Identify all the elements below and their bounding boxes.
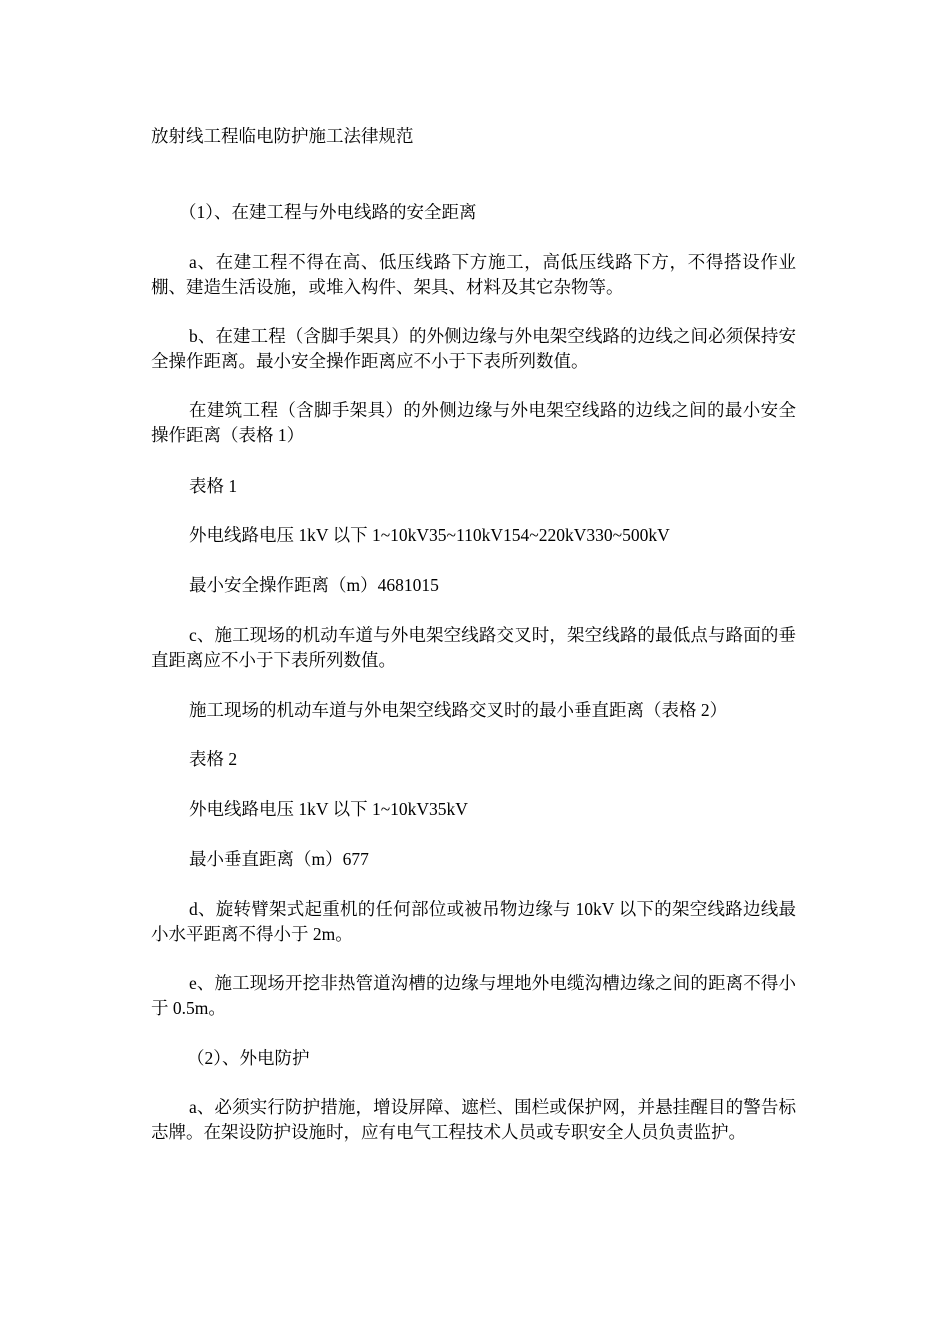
paragraph-e: e、施工现场开挖非热管道沟槽的边缘与埋地外电缆沟槽边缘之间的距离不得小于 0.5m。 [151, 973, 796, 1018]
table-2-caption: 施工现场的机动车道与外电架空线路交叉时的最小垂直距离（表格 2） [189, 700, 728, 720]
table-1-distance-row: 最小安全操作距离（m）4681015 [189, 575, 439, 595]
section-2-heading: （2）、外电防护 [187, 1048, 310, 1068]
paragraph-2a: a、必须实行防护措施，增设屏障、遮栏、围栏或保护网，并悬挂醒目的警告标志牌。在架设防护设施时，应有电气工程技术人员或专职安全人员负责监护。 [151, 1097, 796, 1142]
table-2-distance-row: 最小垂直距离（m）677 [189, 849, 369, 869]
paragraph-b: b、在建工程（含脚手架具）的外侧边缘与外电架空线路的边线之间必须保持安全操作距离。最小安全操作距离应不小于下表所列数值。 [151, 326, 796, 371]
paragraph-d: d、旋转臂架式起重机的任何部位或被吊物边缘与 10kV 以下的架空线路边线最小水平距离不得小于 2m。 [151, 899, 796, 944]
paragraph-a: a、在建工程不得在高、低压线路下方施工，高低压线路下方，不得搭设作业棚、建造生活设施，或堆入构件、架具、材料及其它杂物等。 [151, 252, 796, 297]
paragraph-c: c、施工现场的机动车道与外电架空线路交叉时，架空线路的最低点与路面的垂直距离应不小于下表所列数值。 [151, 625, 796, 670]
document-title: 放射线工程临电防护施工法律规范 [151, 126, 414, 146]
table-2-label: 表格 2 [189, 749, 238, 769]
section-1-heading: （1）、在建工程与外电线路的安全距离 [179, 202, 477, 222]
table-1-label: 表格 1 [189, 476, 238, 496]
document-page [151, 0, 796, 1344]
table-1-voltage-row: 外电线路电压 1kV 以下 1~10kV35~110kV154~220kV330~500kV [189, 525, 670, 545]
table-2-voltage-row: 外电线路电压 1kV 以下 1~10kV35kV [189, 799, 468, 819]
table-1-caption: 在建筑工程（含脚手架具）的外侧边缘与外电架空线路的边线之间的最小安全操作距离（表格 1） [151, 400, 796, 445]
